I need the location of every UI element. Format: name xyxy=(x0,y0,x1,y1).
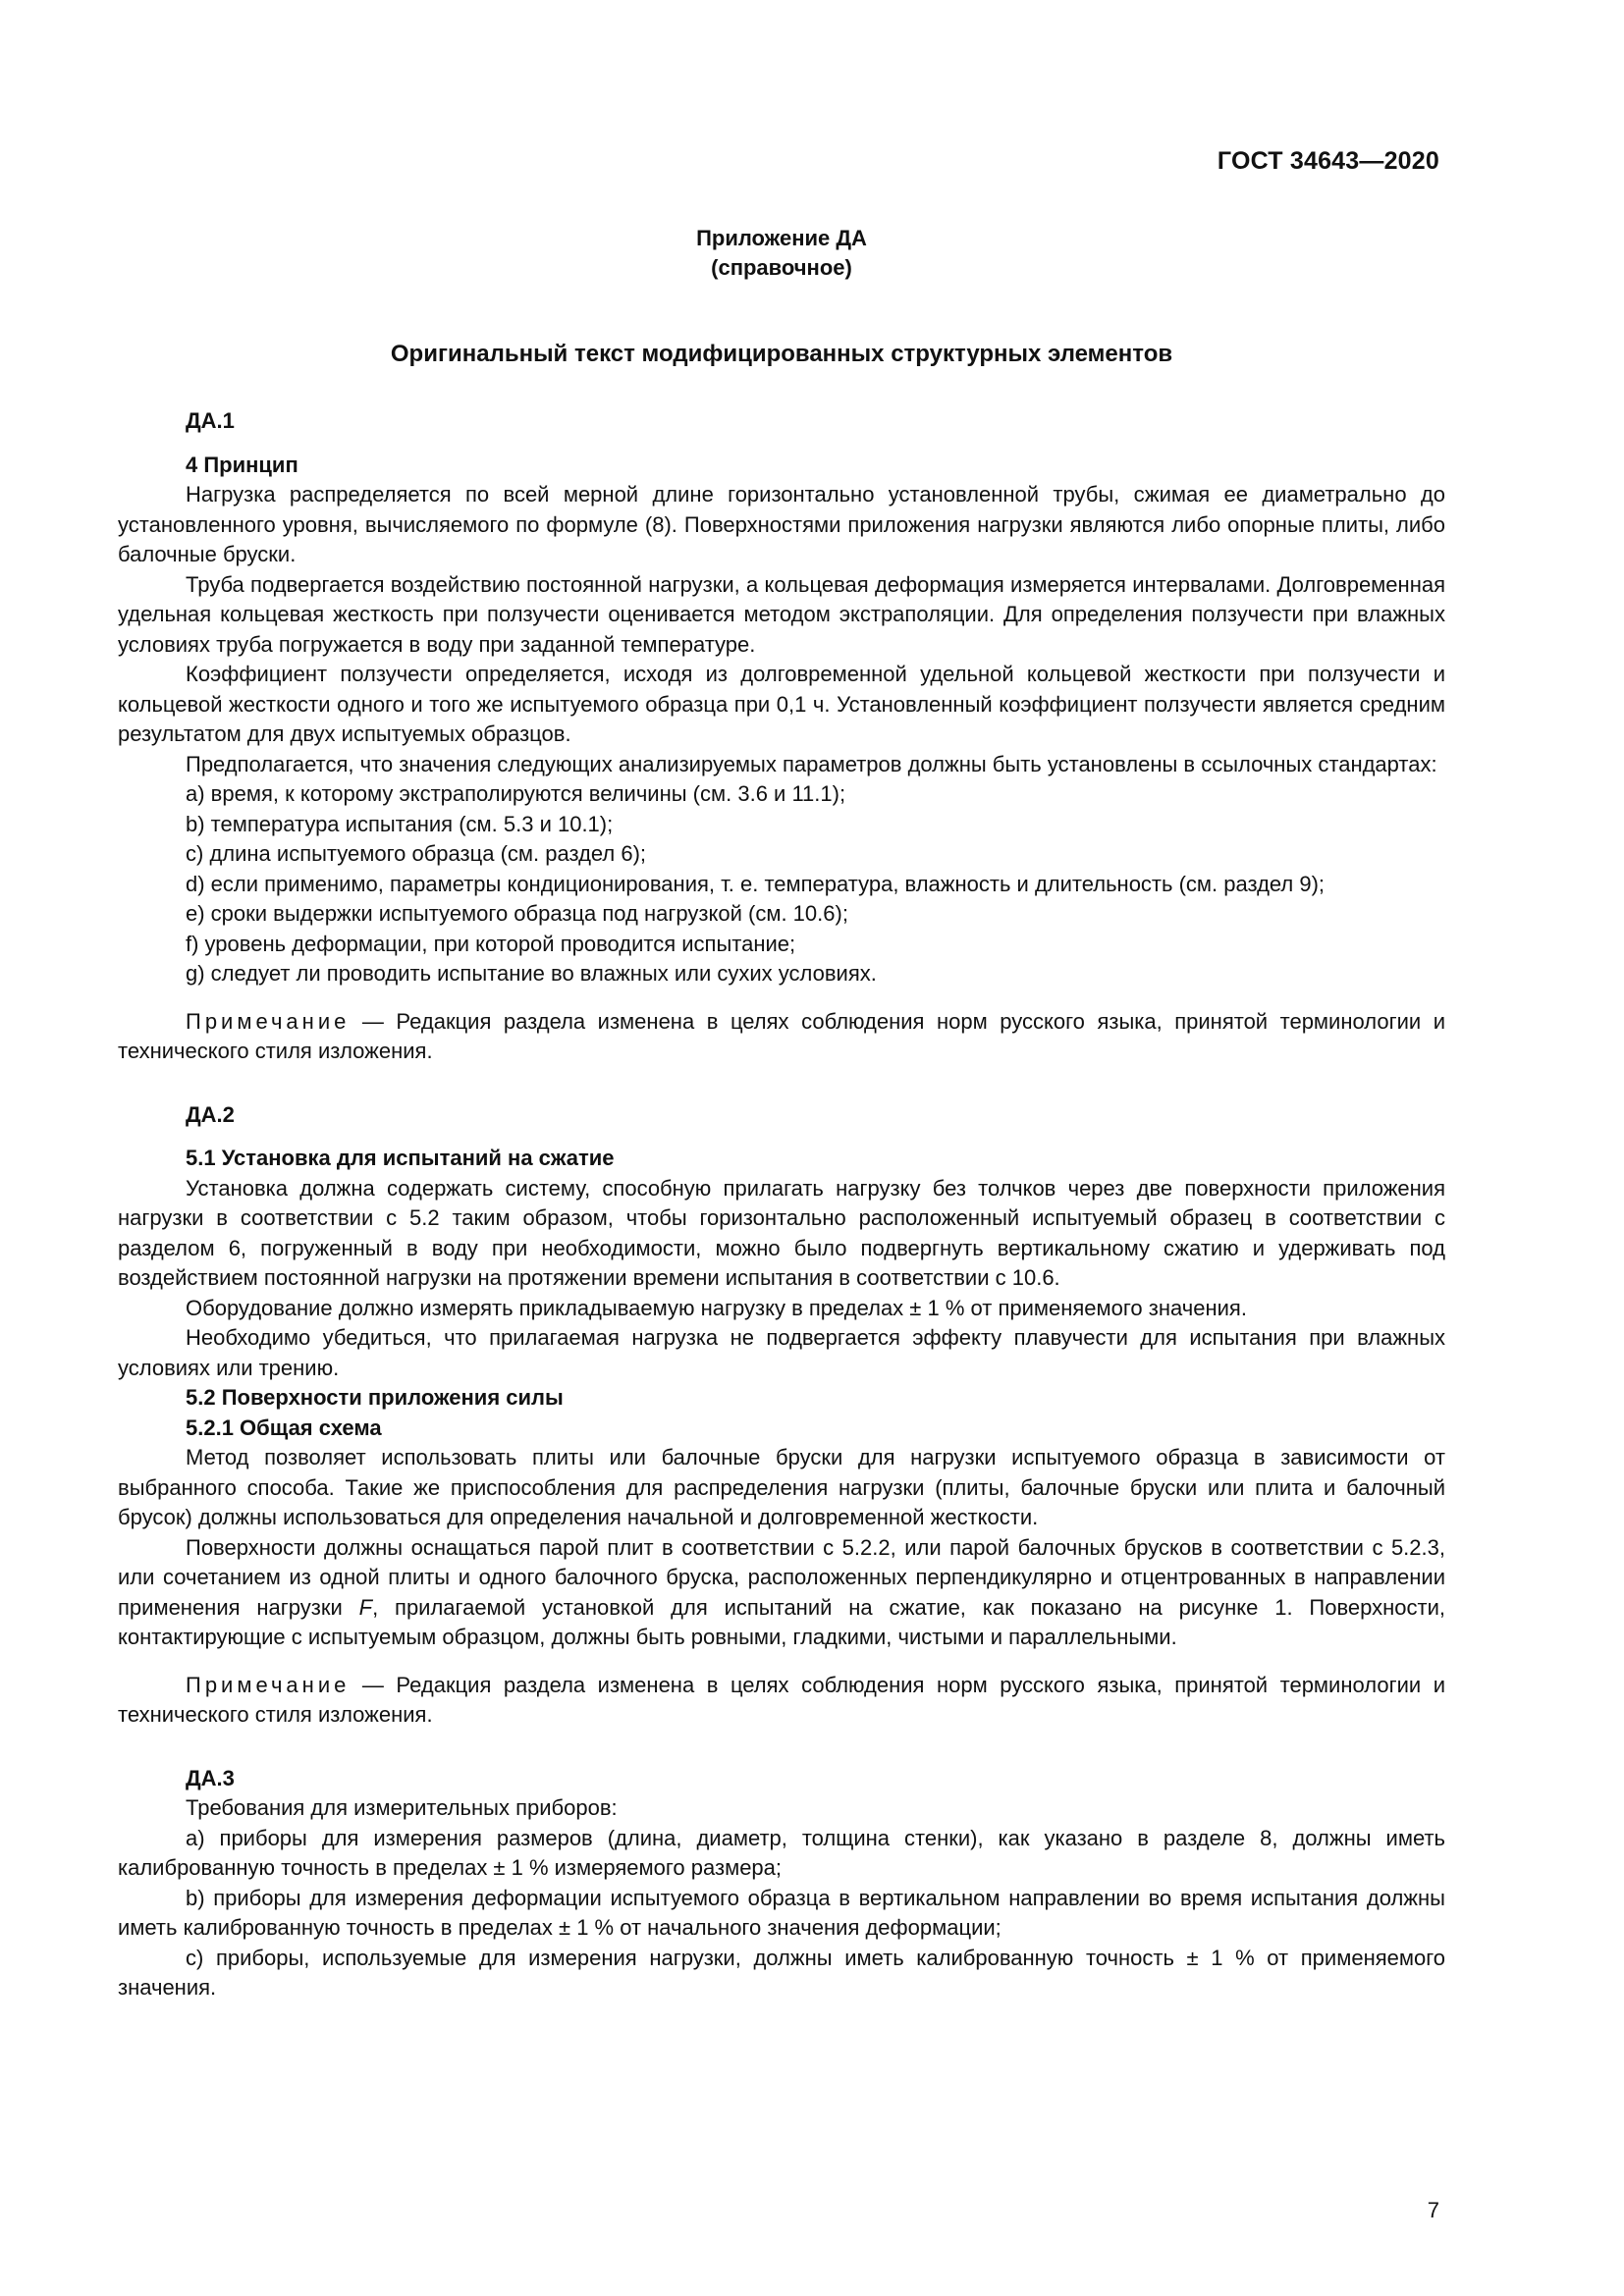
da3-paragraph: Требования для измерительных приборов: xyxy=(186,1795,618,1820)
da3-paragraph: b) приборы для измерения деформации испытуемого образца в вертикальном направлении во время испытания должны иметь калиброванную точность в пределах ± 1 % от начального значения деформации; xyxy=(118,1885,1445,1940)
main-title: Оригинальный текст модифицированных структурных элементов xyxy=(390,341,1173,367)
da1-list-item: a) время, к которому экстраполируются величины (см. 3.6 и 11.1); xyxy=(186,781,846,806)
da1-section-title: 4 Принцип xyxy=(186,452,298,477)
da2-section-title: 5.1 Установка для испытаний на сжатие xyxy=(186,1146,615,1170)
da2-paragraph: Оборудование должно измерять прикладываемую нагрузку в пределах ± 1 % от применяемого значения. xyxy=(186,1295,1247,1320)
da3-paragraph: a) приборы для измерения размеров (длина, диаметр, толщина стенки), как указано в разделе 8, должны иметь калиброванную точность в пределах ± 1 % измеряемого размера; xyxy=(118,1825,1445,1880)
da3-paragraph: c) приборы, используемые для измерения нагрузки, должны иметь калиброванную точность ± 1 % от применяемого значения. xyxy=(118,1945,1445,2000)
annex-subtitle: (справочное) xyxy=(711,255,852,280)
da2-note xyxy=(118,1671,1445,1731)
da2-paragraph: Метод позволяет использовать плиты или балочные бруски для нагрузки испытуемого образца в зависимости от выбранного способа. Такие же приспособления для распределения нагрузки (плиты, балочные бруски или плита и балочный брусок) должны использоваться для определения начальной и долговременной жесткости. xyxy=(118,1445,1445,1529)
text-run: Поверхности должны оснащаться парой плит в соответствии с 5.2.2, или парой балочных брусков в соответствии с 5.2.3, или сочетанием из одной плиты и одного балочного бруска, расположенных перпендикулярно и отцентрованных в направлении применения нагрузки xyxy=(118,1534,1445,1620)
da1-paragraph: Труба подвергается воздействию постоянной нагрузки, а кольцевая деформация измеряется интервалами. Долговременная удельная кольцевая жесткость при ползучести оценивается методом экстраполяции. Для определения ползучести при влажных условиях труба погружается в воду при заданной температуре. xyxy=(118,571,1445,657)
force-symbol: F xyxy=(358,1594,373,1620)
text-run: , прилагаемой установкой для испытаний на сжатие, как показано на рисунке 1. Поверхности, контактирующие с испытуемым образцом, должны быть ровными, гладкими, чистыми и параллельными. xyxy=(118,1594,1445,1649)
note-label: Примечание xyxy=(186,1008,351,1034)
note-text: — Редакция раздела изменена в целях соблюдения норм русского языка, принятой терминологии и технического стиля изложения. xyxy=(118,1008,1445,1063)
da2-label: ДА.2 xyxy=(186,1101,235,1127)
da1-list-item: c) длина испытуемого образца (см. раздел 6); xyxy=(186,841,647,866)
da1-paragraph: Предполагается, что значения следующих анализируемых параметров должны быть установлены в ссылочных стандартах: xyxy=(186,751,1437,776)
da1-paragraph: Нагрузка распределяется по всей мерной длине горизонтально установленной трубы, сжимая ее диаметрально до установленного уровня, вычисляемого по формуле (8). Поверхностями приложения нагрузки являются либо опорные плиты, либо балочные бруски. xyxy=(118,482,1445,566)
da2-paragraph: Установка должна содержать систему, способную прилагать нагрузку без толчков через две поверхности приложения нагрузки в соответствии с 5.2 таким образом, чтобы горизонтально расположенный испытуемый образец в соответствии с разделом 6, погруженный в воду при необходимости, можно было подвергнуть вертикальному сжатию и удерживать под воздействием постоянной нагрузки на протяжении времени испытания в соответствии с 10.6. xyxy=(118,1175,1445,1290)
da1-list-item: f) уровень деформации, при которой проводится испытание; xyxy=(186,931,796,956)
da1-label: ДА.1 xyxy=(186,408,235,433)
da2-subsection-title: 5.2 Поверхности приложения силы xyxy=(186,1385,564,1410)
da2-paragraph xyxy=(118,1533,1445,1653)
da1-list-item: e) сроки выдержки испытуемого образца под нагрузкой (см. 10.6); xyxy=(186,901,848,926)
da1-paragraph: Коэффициент ползучести определяется, исходя из долговременной удельной кольцевой жесткости при ползучести и кольцевой жесткости одного и того же испытуемого образца при 0,1 ч. Установленный коэффициент ползучести является средним результатом для двух испытуемых образцов. xyxy=(118,662,1445,746)
da1-list-item: b) температура испытания (см. 5.3 и 10.1); xyxy=(186,811,614,836)
da1-list-item: g) следует ли проводить испытание во влажных или сухих условиях. xyxy=(186,961,877,986)
da2-paragraph: Необходимо убедиться, что прилагаемая нагрузка не подвергается эффекту плавучести для испытания при влажных условиях или трению. xyxy=(118,1325,1445,1380)
da1-list-item: d) если применимо, параметры кондиционирования, т. е. температура, влажность и длительность (см. раздел 9); xyxy=(186,871,1326,896)
da3-label: ДА.3 xyxy=(186,1765,235,1790)
note-label: Примечание xyxy=(186,1672,351,1697)
da1-note xyxy=(118,1007,1445,1067)
note-text: — Редакция раздела изменена в целях соблюдения норм русского языка, принятой терминологии и технического стиля изложения. xyxy=(118,1672,1445,1727)
standard-code: ГОСТ 34643—2020 xyxy=(1217,147,1439,175)
page-number: 7 xyxy=(1427,2198,1439,2222)
annex-title: Приложение ДА xyxy=(696,226,867,250)
page-content xyxy=(118,224,1445,2003)
da2-subsubsection-title: 5.2.1 Общая схема xyxy=(186,1415,382,1440)
